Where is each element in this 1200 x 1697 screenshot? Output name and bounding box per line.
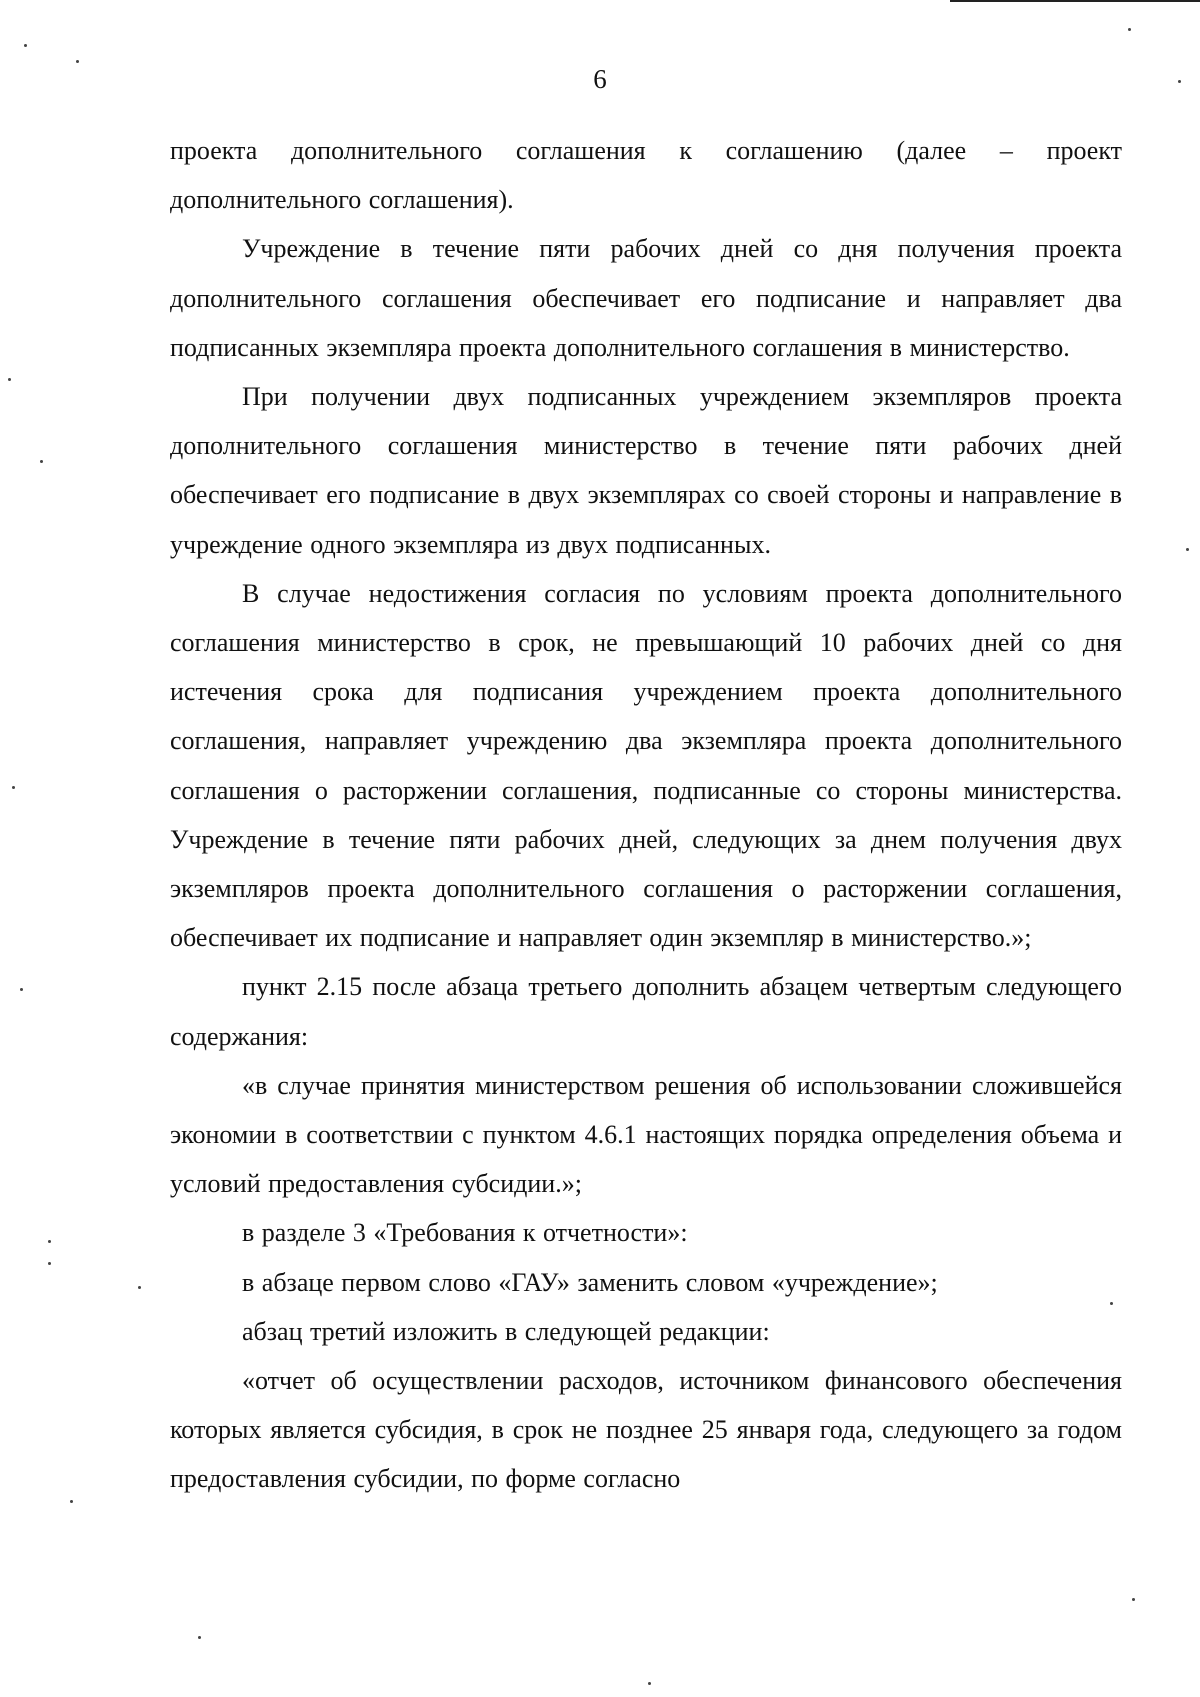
paragraph-first-abzats: в абзаце первом слово «ГАУ» заменить словом «учреждение»; <box>242 1267 938 1297</box>
scan-speck <box>20 988 23 991</box>
scan-speck <box>1110 1302 1113 1305</box>
scan-speck <box>1132 1598 1135 1601</box>
paragraph-clause-2-15: пункт 2.15 после абзаца третьего дополнить абзацем четвертым следующего содержания: <box>170 972 1122 1051</box>
paragraph-continuation: проекта дополнительного соглашения к соглашению (далее – проект дополнительного соглашения). <box>170 136 1122 215</box>
scan-speck <box>12 786 15 789</box>
scan-speck <box>8 378 11 381</box>
page-number: 6 <box>593 64 607 94</box>
scan-speck <box>1186 548 1189 551</box>
scan-speck <box>138 1286 141 1289</box>
paragraph-institution-signing: Учреждение в течение пяти рабочих дней со дня получения проекта дополнительного соглашения обеспечивает его подписание и направляет два подписанных экземпляра проекта дополнительного соглашения в министерство. <box>170 234 1122 362</box>
paragraph-quoted-clause: «в случае принятия министерством решения об использовании сложившейся экономии в соответствии с пунктом 4.6.1 настоящих порядка определения объема и условий предоставления субсидии.»; <box>170 1070 1122 1199</box>
paragraph-third-abzats: абзац третий изложить в следующей редакции: <box>242 1316 770 1346</box>
scan-speck <box>76 60 79 63</box>
scan-speck <box>70 1500 73 1503</box>
scan-speck <box>40 460 43 463</box>
scan-speck <box>1178 80 1181 83</box>
scan-speck <box>648 1682 651 1685</box>
scan-speck <box>24 44 27 47</box>
paragraph-termination: В случае недостижения согласия по условиям проекта дополнительного соглашения министерство в срок, не превышающий 10 рабочих дней со дня истечения срока для подписания учреждением проекта дополнительного соглашения, направляет учреждению два экземпляра проекта дополнительного соглашения о расторжении соглашения, подписанные со стороны министерства. Учреждение в течение пяти рабочих дней, следующих за днем получения двух экземпляров проекта дополнительного соглашения о расторжении соглашения, обеспечивает их подписание и направляет один экземпляр в министерство.»; <box>170 578 1122 953</box>
scan-speck <box>48 1240 51 1243</box>
paragraph-section-3: в разделе 3 «Требования к отчетности»: <box>242 1218 688 1248</box>
document-body <box>170 126 1122 1504</box>
paragraph-report-text: «отчет об осуществлении расходов, источником финансового обеспечения которых является субсидия, в срок не позднее 25 января года, следующего за годом предоставления субсидии, по форме согласно <box>170 1366 1122 1494</box>
scan-speck <box>198 1636 201 1639</box>
scan-edge-line <box>950 0 1200 2</box>
scan-speck <box>48 1262 51 1265</box>
scan-speck <box>1128 28 1131 31</box>
paragraph-ministry-signing: При получении двух подписанных учреждением экземпляров проекта дополнительного соглашения министерство в течение пяти рабочих дней обеспечивает его подписание в двух экземплярах со своей стороны и направление в учреждение одного экземпляра из двух подписанных. <box>170 382 1122 559</box>
